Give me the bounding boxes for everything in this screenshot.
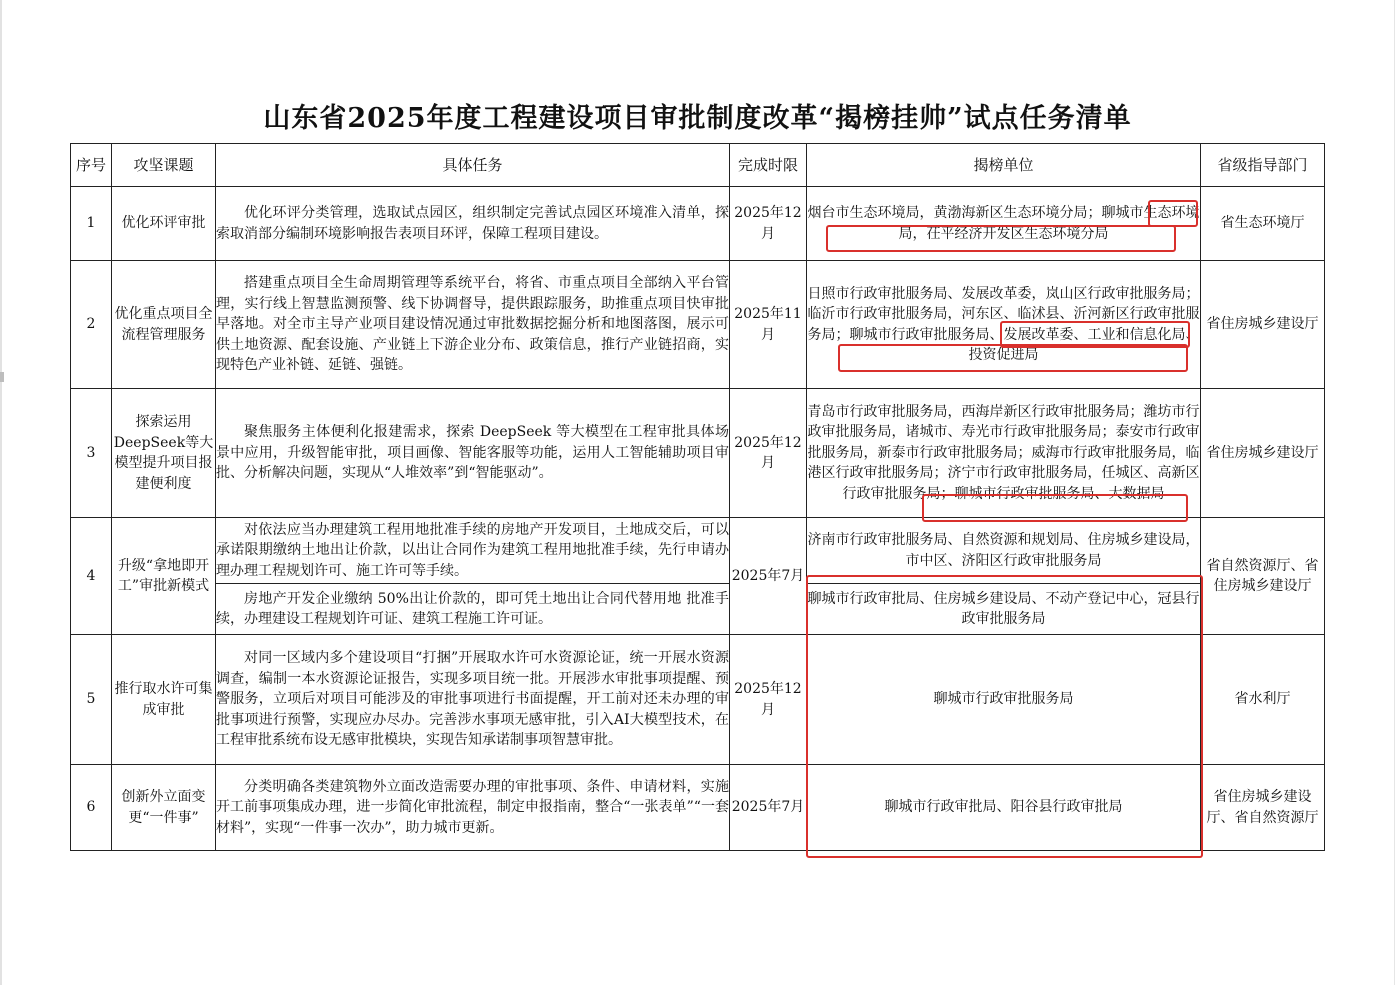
table-row	[71, 765, 1325, 851]
row-deadline: 2025年12月	[730, 187, 807, 261]
row-deadline: 2025年11月	[730, 261, 807, 389]
row-task: 对同一区域内多个建设项目“打捆”开展取水许可水资源论证，统一开展水资源调查，编制一本水资源论证报告，实现多项目统一批。开展涉水审批事项提醒、预警服务，立项后对项目可能涉及的审批事项进行书面提醒，开工前对还未办理的审批事项进行预警，实现应办尽办。完善涉水事项无感审批，引入AI大模型技术，在工程审批系统布设无感审批模块，实现告知承诺制事项智慧审批。	[216, 635, 730, 765]
header-deadline: 完成时限	[730, 144, 807, 187]
row-topic: 优化环评审批	[112, 187, 216, 261]
row-dept: 省住房城乡建设厅	[1201, 389, 1325, 518]
header-seq: 序号	[71, 144, 112, 187]
row-deadline: 2025年12月	[730, 389, 807, 518]
row-dept: 省住房城乡建设厅、省自然资源厅	[1201, 765, 1325, 851]
row-seq: 5	[71, 635, 112, 765]
row-dept: 省水利厅	[1201, 635, 1325, 765]
row-unit: 烟台市生态环境局，黄渤海新区生态环境分局；聊城市生态环境局，茌平经济开发区生态环境分局	[807, 187, 1201, 261]
row-deadline: 2025年7月	[730, 765, 807, 851]
row-deadline: 2025年12月	[730, 635, 807, 765]
document-title: 山东省2025年度工程建设项目审批制度改革“揭榜挂帅”试点任务清单	[263, 103, 1132, 134]
header-unit: 揭榜单位	[807, 144, 1201, 187]
row-task: 优化环评分类管理，选取试点园区，组织制定完善试点园区环境准入清单，探索取消部分编制环境影响报告表项目环评，保障工程项目建设。	[216, 187, 730, 261]
row-task: 搭建重点项目全生命周期管理等系统平台，将省、市重点项目全部纳入平台管理，实行线上智慧监测预警、线下协调督导，提供跟踪服务，助推重点项目快审批早落地。对全市主导产业项目建设情况通过审批数据挖掘分析和地图落图，展示可供土地资源、配套设施、产业链上下游企业分布、政策信息，推行产业链招商，实现特色产业补链、延链、强链。	[216, 261, 730, 389]
row-seq: 6	[71, 765, 112, 851]
row-dept: 省生态环境厅	[1201, 187, 1325, 261]
row-topic: 升级“拿地即开工”审批新模式	[112, 518, 216, 635]
table-row	[71, 261, 1325, 389]
header-task: 具体任务	[216, 144, 730, 187]
row-topic: 创新外立面变更“一件事”	[112, 765, 216, 851]
header-dept: 省级指导部门	[1201, 144, 1325, 187]
row-dept: 省自然资源厅、省住房城乡建设厅	[1201, 518, 1325, 635]
row-topic: 推行取水许可集成审批	[112, 635, 216, 765]
row-task: 对依法应当办理建筑工程用地批准手续的房地产开发项目，土地成交后，可以承诺限期缴纳土地出让价款，以出让合同作为建筑工程用地批准手续，先行申请办理办理工程规划许可、施工许可等手续。	[216, 518, 730, 584]
row-task: 聚焦服务主体便利化报建需求，探索 DeepSeek 等大模型在工程审批具体场景中应用，升级智能审批，项目画像、智能客服等功能，运用人工智能辅助项目审批、分析解决问题，实现从“人堆效率”到“智能驱动”。	[216, 389, 730, 518]
row-unit: 聊城市行政审批局、阳谷县行政审批局	[807, 765, 1201, 851]
row-seq: 2	[71, 261, 112, 389]
row-topic: 探索运用DeepSeek等大模型提升项目报建便利度	[112, 389, 216, 518]
row-unit: 聊城市行政审批服务局	[807, 635, 1201, 765]
row-seq: 4	[71, 518, 112, 635]
table-row	[71, 635, 1325, 765]
row-task: 分类明确各类建筑物外立面改造需要办理的审批事项、条件、申请材料，实施开工前事项集成办理，进一步简化审批流程，制定申报指南，整合“一张表单”“一套材料”，实现“一件事一次办”，助力城市更新。	[216, 765, 730, 851]
header-topic: 攻坚课题	[112, 144, 216, 187]
row-seq: 1	[71, 187, 112, 261]
table-row	[71, 187, 1325, 261]
row-topic: 优化重点项目全流程管理服务	[112, 261, 216, 389]
row-unit: 日照市行政审批服务局、发展改革委，岚山区行政审批服务局；临沂市行政审批服务局，河东区、临沭县、沂河新区行政审批服务局；聊城市行政审批服务局、发展改革委、工业和信息化局、投资促进局	[807, 261, 1201, 389]
table-row	[71, 518, 1325, 584]
page-edge-mark	[0, 372, 4, 382]
table-subrow	[71, 584, 1325, 635]
row-deadline: 2025年7月	[730, 518, 807, 635]
table-header-row	[71, 144, 1325, 187]
table-row	[71, 389, 1325, 518]
row-unit: 聊城市行政审批局、住房城乡建设局、不动产登记中心，冠县行政审批服务局	[807, 584, 1201, 635]
page-edge	[0, 0, 2, 985]
row-seq: 3	[71, 389, 112, 518]
row-dept: 省住房城乡建设厅	[1201, 261, 1325, 389]
row-unit: 青岛市行政审批服务局，西海岸新区行政审批服务局；潍坊市行政审批服务局，诸城市、寿光市行政审批服务局；泰安市行政审批服务局，新泰市行政审批服务局；威海市行政审批服务局，临港区行政审批服务局；济宁市行政审批服务局，任城区、高新区行政审批服务局；聊城市行政审批服务局、大数据局	[807, 389, 1201, 518]
row-task: 房地产开发企业缴纳 50%出让价款的，即可凭土地出让合同代替用地 批准手续，办理建设工程规划许可证、建筑工程施工许可证。	[216, 584, 730, 635]
row-unit: 济南市行政审批服务局、自然资源和规划局、住房城乡建设局，市中区、济阳区行政审批服务局	[807, 518, 1201, 584]
task-table	[70, 143, 1325, 851]
